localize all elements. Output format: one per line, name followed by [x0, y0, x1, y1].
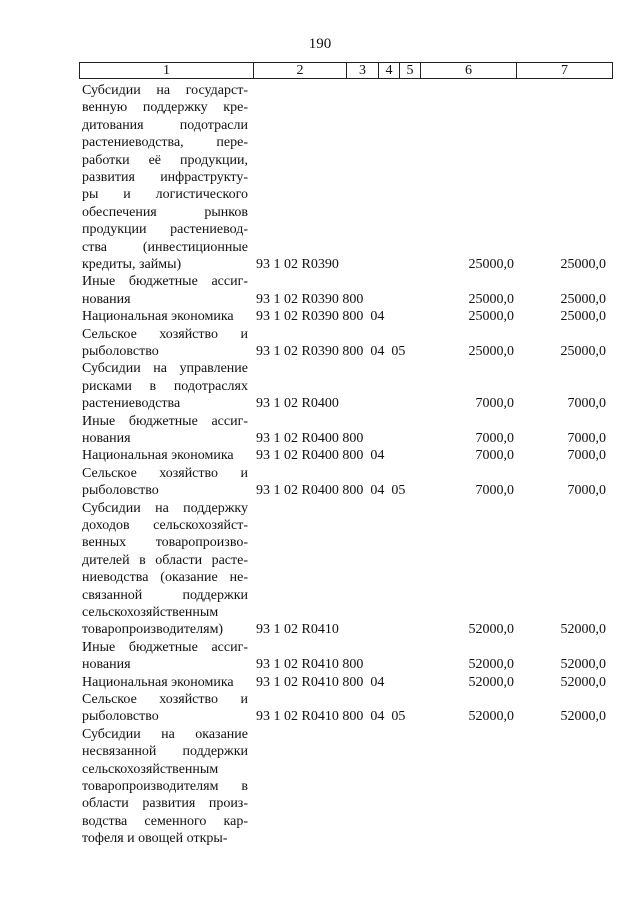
amount-col-7: 7000,0: [567, 483, 606, 499]
description-line: Национальная экономика: [82, 448, 234, 464]
row-description: [82, 273, 248, 308]
classification-code: 93 1 02 R0410 800 04: [256, 674, 385, 690]
amount-col-7: 7000,0: [567, 396, 606, 412]
row-description: [82, 360, 248, 412]
amount-col-6: 25000,0: [468, 291, 514, 307]
amount-col-6: 7000,0: [475, 483, 514, 499]
header-col-6: 6: [421, 63, 517, 79]
page-number: 190: [308, 36, 332, 52]
amount-col-6: 52000,0: [468, 709, 514, 725]
header-col-2: 2: [254, 63, 347, 79]
description-line: дителей в области расте-: [82, 552, 248, 568]
description-line: венных товаропроизво-: [82, 535, 248, 551]
description-line: Сельское хозяйство и: [82, 465, 248, 481]
row-description: [82, 691, 248, 726]
description-line: Иные бюджетные ассиг-: [82, 639, 248, 655]
classification-code: 93 1 02 R0400 800: [256, 431, 364, 446]
amount-col-7: 52000,0: [560, 674, 606, 690]
description-line: растениеводства, пере-: [82, 135, 248, 151]
description-line: рисками в подотраслях: [82, 378, 248, 394]
description-line: развития инфраструкту-: [82, 169, 248, 185]
description-line: Субсидии на государст-: [82, 83, 248, 98]
description-line: обеспечения рынков: [82, 204, 248, 220]
description-line: области развития произ-: [82, 796, 248, 812]
classification-code: 93 1 02 R0400 800 04 05: [256, 483, 406, 499]
description-line: сельскохозяйственным: [82, 761, 219, 777]
description-line: ниеводства (оказание не-: [82, 570, 248, 586]
classification-code: 93 1 02 R0390 800 04: [256, 309, 385, 325]
row-description: [82, 639, 248, 674]
amount-col-6: 52000,0: [468, 674, 514, 690]
amount-col-6: 7000,0: [475, 448, 514, 464]
header-col-1: 1: [80, 63, 254, 79]
description-line: доходов сельскохозяйст-: [82, 517, 248, 533]
classification-code: 93 1 02 R0410 800: [256, 657, 364, 673]
description-line: Иные бюджетные ассиг-: [82, 413, 248, 429]
description-line: связанной поддержки: [82, 587, 248, 603]
amount-col-7: 52000,0: [560, 709, 606, 725]
description-line: Иные бюджетные ассиг-: [82, 274, 248, 290]
description-line: нования: [82, 291, 131, 307]
amount-col-6: 52000,0: [468, 622, 514, 638]
description-line: нования: [82, 430, 131, 446]
row-description: [82, 465, 248, 500]
description-line: Национальная экономика: [82, 674, 234, 690]
header-col-4: 4: [379, 63, 400, 79]
amount-col-7: 52000,0: [560, 622, 606, 638]
classification-code: 93 1 02 R0410 800 04 05: [256, 709, 406, 725]
amount-col-7: 25000,0: [560, 291, 606, 307]
amount-col-7: 52000,0: [560, 657, 606, 673]
amount-col-7: 25000,0: [560, 344, 606, 359]
description-line: растениеводства: [82, 396, 181, 412]
row-description: [82, 308, 248, 325]
description-line: Сельское хозяйство и: [82, 326, 248, 342]
classification-code: 93 1 02 R0400 800 04: [256, 448, 385, 464]
amount-col-7: 7000,0: [567, 448, 606, 464]
description-line: рыболовство: [82, 709, 159, 725]
description-line: Субсидии на управление: [82, 361, 248, 377]
amount-col-7: 7000,0: [567, 431, 606, 446]
row-description: [82, 326, 248, 361]
description-line: товаропроизводителям): [82, 622, 224, 638]
amount-col-6: 25000,0: [468, 257, 514, 272]
classification-code: 93 1 02 R0390 800: [256, 291, 364, 307]
description-line: товаропроизводителям в: [82, 778, 248, 794]
description-line: Сельское хозяйство и: [82, 692, 248, 707]
classification-code: 93 1 02 R0400: [256, 396, 339, 412]
amount-col-6: 25000,0: [468, 309, 514, 325]
description-line: тофеля и овощей откры-: [82, 831, 228, 847]
description-line: сельскохозяйственным: [82, 604, 219, 620]
amount-col-7: 25000,0: [560, 309, 606, 325]
classification-code: 93 1 02 R0390: [256, 257, 339, 272]
description-line: кредиты, займы): [82, 256, 182, 272]
description-line: Национальная экономика: [82, 309, 234, 325]
header-col-3: 3: [347, 63, 379, 79]
description-line: нования: [82, 657, 131, 673]
row-description: [82, 674, 248, 691]
header-col-7: 7: [517, 63, 613, 79]
classification-code: 93 1 02 R0410: [256, 622, 339, 638]
description-line: водства семенного кар-: [82, 813, 248, 829]
row-description: [82, 500, 248, 639]
description-line: рыболовство: [82, 343, 159, 359]
description-line: продукции растениевод-: [82, 222, 248, 238]
description-line: Субсидии на поддержку: [82, 500, 248, 516]
description-line: Субсидии на оказание: [82, 726, 248, 742]
amount-col-6: 7000,0: [475, 396, 514, 412]
row-description: [82, 447, 248, 464]
description-line: рыболовство: [82, 483, 159, 499]
description-line: несвязанной поддержки: [82, 744, 248, 760]
description-line: венную поддержку кре-: [82, 100, 248, 116]
amount-col-7: 25000,0: [560, 257, 606, 272]
table-header: [79, 62, 613, 79]
description-line: работки её продукции,: [82, 152, 248, 168]
row-description: [82, 82, 248, 273]
row-description: [82, 726, 248, 848]
amount-col-6: 7000,0: [475, 431, 514, 446]
row-description: [82, 413, 248, 448]
description-line: ры и логистического: [82, 187, 248, 203]
description-line: дитования подотрасли: [82, 117, 248, 133]
amount-col-6: 52000,0: [468, 657, 514, 673]
description-line: ства (инвестиционные: [82, 239, 248, 255]
header-col-5: 5: [400, 63, 421, 79]
classification-code: 93 1 02 R0390 800 04 05: [256, 344, 406, 359]
amount-col-6: 25000,0: [468, 344, 514, 359]
